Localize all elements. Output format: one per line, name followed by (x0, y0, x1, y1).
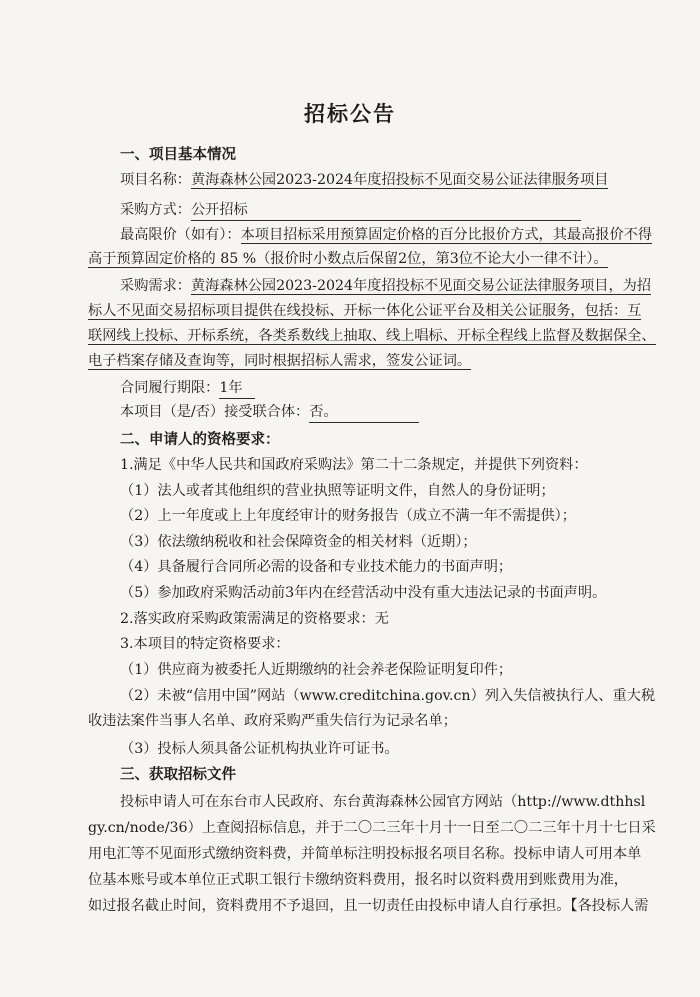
qualification-3-item-1: （1）供应商为被委托人近期缴纳的社会养老保险证明复印件； (120, 662, 513, 678)
requirement-label: 采购需求： (120, 278, 191, 294)
consortium-value: 否。 (309, 402, 419, 423)
requirement-line-1 (120, 276, 652, 296)
qualification-1-item-1: （1）法人或者其他组织的营业执照等证明文件，自然人的身份证明； (120, 483, 555, 499)
max-price-line-1 (120, 225, 653, 245)
qualification-2: 2.落实政府采购政策需满足的资格要求：无 (120, 611, 389, 627)
max-price-value-2: 高于预算固定价格的 85 %（报价时小数点后保留2位，第3位不论大小一律不计）。 (88, 251, 608, 267)
qualification-3-item-3: （3）投标人须具备公证机构执业许可证书。 (120, 741, 399, 757)
obtain-docs-line-2: gy.cn/node/36）上查阅招标信息，并于二〇二三年十月十一日至二〇二三年十月十七日采 (88, 820, 656, 836)
qualification-1-item-2: （2）上一年度或上上年度经审计的财务报告（成立不满一年不需提供）； (120, 508, 576, 524)
qualification-1-item-3: （3）依法缴纳税收和社会保障资金的相关材料（近期）； (120, 534, 477, 550)
consortium-label: 本项目（是/否）接受联合体： (120, 404, 310, 420)
qualification-3: 3.本项目的特定资格要求： (120, 636, 290, 652)
project-name-value: 黄海森林公园2023-2024年度招投标不见面交易公证法律服务项目 (190, 172, 609, 188)
contract-period-value: 1年 (219, 378, 255, 399)
qualification-1-item-5: （5）参加政府采购活动前3年内在经营活动中没有重大违法记录的书面声明。 (120, 585, 607, 601)
obtain-docs-line-5: 如过报名截止时间，资料费用不予退回，且一切责任由投标申请人自行承担。【各投标人需 (88, 898, 649, 914)
obtain-docs-line-3: 用电汇等不见面形式缴纳资料费，并简单标注明投标报名项目名称。投标申请人可用本单 (88, 846, 642, 862)
requirement-value-1: 黄海森林公园2023-2024年度招投标不见面交易公证法律服务项目，为招 (190, 278, 652, 294)
requirement-line-2 (88, 301, 642, 321)
section-1-heading: 一、项目基本情况 (120, 147, 236, 163)
document-title: 招标公告 (304, 102, 396, 126)
max-price-value-1: 本项目招标采用预算固定价格的百分比报价方式，其最高报价不得 (240, 227, 653, 243)
obtain-docs-line-1: 投标申请人可在东台市人民政府、东台黄海森林公园官方网站（http://www.dthhsl (120, 794, 646, 810)
qualification-3-item-2a: （2）未被“信用中国”网站（www.creditchina.gov.cn）列入失信被执行人、重大税 (120, 688, 656, 704)
project-name-label: 项目名称： (120, 172, 191, 188)
contract-period-label: 合同履行期限： (120, 380, 220, 396)
requirement-value-4: 电子档案存储及查询等，同时根据招标人需求，签发公证词。 (88, 353, 472, 369)
requirement-value-3: 联网线上投标、开标系统，各类系数线上抽取、线上唱标、开标全程线上监督及数据保全、 (88, 328, 656, 344)
obtain-docs-line-4: 位基本账号或本单位正式职工银行卡缴纳资料费用，报名时以资料费用到账费用为准， (88, 872, 628, 888)
max-price-label: 最高限价（如有）： (120, 227, 241, 243)
requirement-line-4 (88, 351, 471, 371)
consortium-row (120, 402, 419, 423)
contract-period-row (120, 378, 255, 399)
requirement-value-2: 标人不见面交易招标项目提供在线投标、开标一体化公证平台及相关公证服务，包括：互 (88, 303, 642, 319)
section-3-heading: 三、获取招标文件 (120, 767, 236, 783)
procurement-method-label: 采购方式： (120, 202, 191, 218)
qualification-1-item-4: （4）具备履行合同所必需的设备和专业技术能力的书面声明； (120, 559, 513, 575)
qualification-1: 1.满足《中华人民共和国政府采购法》第二十二条规定，并提供下列资料： (120, 457, 588, 473)
project-name-row (120, 170, 608, 190)
procurement-method-value: 公开招标 (191, 200, 581, 221)
max-price-line-2 (88, 249, 608, 269)
qualification-3-item-2b: 收违法案件当事人名单、政府采购严重失信行为记录名单； (88, 713, 457, 729)
procurement-method-row (120, 200, 581, 221)
requirement-line-3 (88, 326, 656, 346)
section-2-heading: 二、申请人的资格要求： (120, 432, 280, 448)
